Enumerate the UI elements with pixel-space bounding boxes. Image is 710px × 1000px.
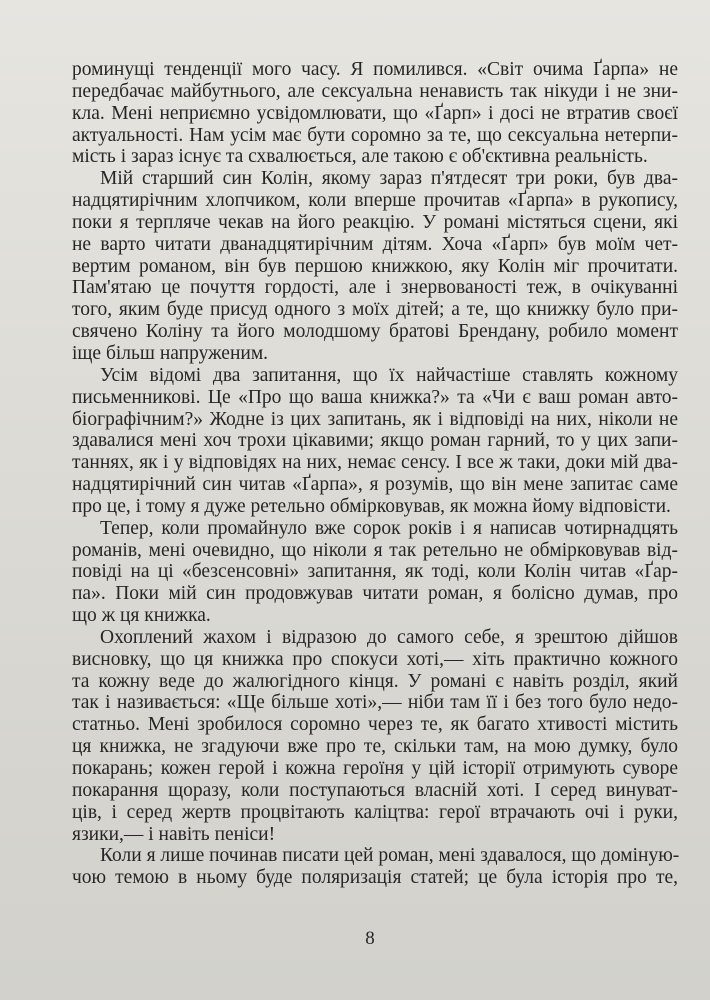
page-number: 8 <box>365 928 375 949</box>
text-line: свячено Коліну та його молодшому братові Брендану, робило момент <box>72 321 678 343</box>
text-line: так і називається: «Ще більше хоті»,— ніби там її і без того було недо- <box>72 692 678 714</box>
text-line: мість і зараз існує та схвалюється, але такою є об'єктивна реальність. <box>72 146 648 168</box>
text-line: романів, мені очевидно, що ніколи я так ретельно не обмірковував від- <box>72 539 678 561</box>
text-line: що ж ця книжка. <box>72 605 211 627</box>
text-line: біографічним?» Жодне із цих запитань, як і відповіді на них, ніколи не <box>72 408 678 430</box>
text-line: па». Поки мій син продовжував читати роман, я болісно думав, про <box>72 583 678 605</box>
text-line: ця книжка, не згадуючи вже про те, скільки там, на мою думку, було <box>72 736 678 758</box>
paragraph <box>72 365 678 518</box>
text-line: ців, і серед жертв процвітають каліцтва: герої втрачають очі і руки, <box>72 801 678 823</box>
text-line: надцятирічним хлопчиком, коли вперше прочитав «Ґарпа» в рукопису, <box>72 190 678 212</box>
text-line: та кожну веде до жалюгідного кінця. У романі є навіть розділ, який <box>72 670 678 692</box>
text-line: вертим романом, він був першою книжкою, яку Колін міг прочитати. <box>72 255 678 277</box>
text-line: покарань; кожен герой і кожна героїня у цій історії отримують суворе <box>72 758 678 779</box>
text-line: про це, і тому я дуже ретельно обмірковував, як можна йому відповісти. <box>72 495 671 517</box>
text-line: Коли я лише починав писати цей роман, мені здавалося, що доміную- <box>100 845 680 867</box>
text-line: передбачає майбутнього, але сексуальна ненависть так нікуди і не зни- <box>72 80 678 102</box>
text-line: чою темою в ньому буде поляризація статей; це була історія про те, <box>72 867 678 889</box>
text-line: Пам'ятаю це почуття гордості, але і знервованості теж, в очікуванні <box>72 277 678 299</box>
text-line: актуальності. Нам усім має бути соромно за те, що сексуальна нетерпи- <box>72 124 678 146</box>
text-line: покарання щоразу, коли поступаються власній хоті. І серед винуват- <box>72 779 678 801</box>
text-line: того, яким буде присуд одного з моїх дітей; а те, що книжку було при- <box>72 299 678 321</box>
text-line: статньо. Мені зробилося соромно через те, як багато хтивості містить <box>72 714 678 736</box>
text-line: здавалися мені хоч трохи цікавими; якщо роман гарний, то у цих запи- <box>72 430 678 452</box>
paragraph <box>72 168 678 365</box>
text-line: Охоплений жахом і відразою до самого себе, я зрештою дійшов <box>100 626 678 648</box>
paragraph <box>72 845 678 889</box>
text-line: поки я терпляче чекав на його реакцію. У романі містяться сцени, які <box>72 211 678 233</box>
text-line: Мій старший син Колін, якому зараз п'ятдесят три роки, був два- <box>100 168 678 190</box>
text-line: іще більш напруженим. <box>72 342 269 364</box>
text-line: роминущі тенденції мого часу. Я помилився. «Світ очима Ґарпа» не <box>72 59 678 80</box>
text-line: таннях, як і у відповідях на них, немає сенсу. І все ж таки, доки мій два- <box>72 452 678 474</box>
text-line: Тепер, коли промайнуло вже сорок років і я написав чотирнадцять <box>100 517 678 539</box>
text-line: язики,— і навіть пеніси! <box>72 823 276 845</box>
paragraph <box>72 59 678 168</box>
text-line: не варто читати дванадцятирічним дітям. Хоча «Ґарп» був моїм чет- <box>72 233 678 255</box>
text-line: письменникові. Це «Про що ваша книжка?» та «Чи є ваш роман авто- <box>72 386 678 408</box>
paragraph <box>72 518 678 627</box>
text-line: висновку, що ця книжка про спокуси хоті,— хіть практично кожного <box>72 648 678 670</box>
paragraph <box>72 627 678 845</box>
text-line: Усім відомі два запитання, що їх найчастіше ставлять кожному <box>100 364 678 386</box>
text-line: повіді на ці «безсенсовні» запитання, як тоді, коли Колін читав «Ґар- <box>72 561 678 583</box>
text-line: кла. Мені неприємно усвідомлювати, що «Ґарп» і досі не втратив своєї <box>72 102 678 124</box>
page-text <box>72 59 678 889</box>
text-line: надцятирічний син читав «Ґарпа», я розумів, що він мене запитає саме <box>72 474 678 496</box>
